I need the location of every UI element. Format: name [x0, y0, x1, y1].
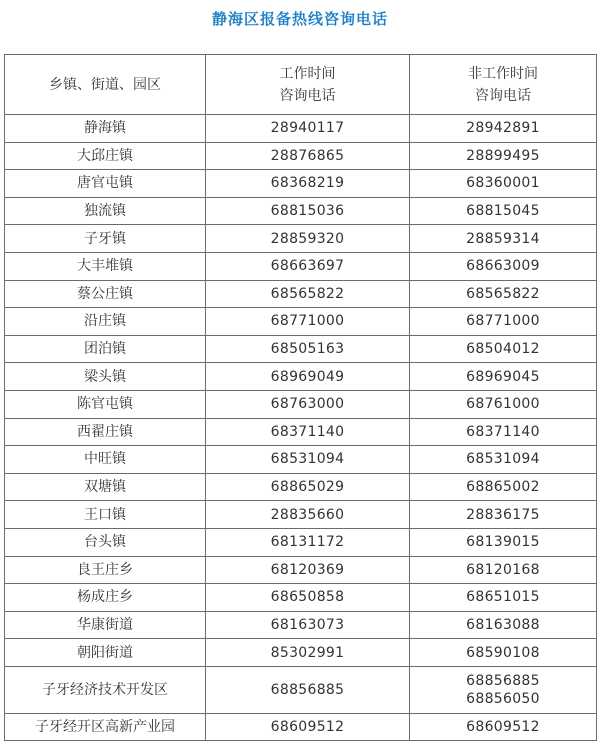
table-row — [5, 501, 597, 529]
off-phone-number: 68163088 — [466, 616, 540, 633]
table-row — [5, 390, 597, 418]
off-phone-number: 68969045 — [466, 368, 540, 385]
cell-area-name: 王口镇 — [5, 501, 206, 529]
table-row — [5, 528, 597, 556]
cell-area-name: 独流镇 — [5, 197, 206, 225]
cell-work-phone: 68856885 — [206, 666, 410, 713]
cell-off-phone — [410, 115, 597, 143]
cell-work-phone: 68771000 — [206, 308, 410, 336]
off-phone-number: 68139015 — [466, 534, 540, 551]
cell-area-name: 团泊镇 — [5, 335, 206, 363]
table-row — [5, 584, 597, 612]
off-phone-number: 28942891 — [466, 120, 540, 137]
off-phone-number: 68531094 — [466, 451, 540, 468]
off-phone-number: 28859314 — [466, 230, 540, 247]
cell-work-phone: 68565822 — [206, 280, 410, 308]
cell-work-phone: 68865029 — [206, 473, 410, 501]
off-phone-number: 28899495 — [466, 147, 540, 164]
cell-work-phone: 68969049 — [206, 363, 410, 391]
cell-area-name: 大邱庄镇 — [5, 142, 206, 170]
cell-area-name: 子牙镇 — [5, 225, 206, 253]
cell-area-name: 台头镇 — [5, 528, 206, 556]
off-phone-number: 68771000 — [466, 313, 540, 330]
off-phone-number: 68651015 — [466, 589, 540, 606]
cell-off-phone — [410, 308, 597, 336]
off-phone-number: 68504012 — [466, 341, 540, 358]
cell-off-phone — [410, 142, 597, 170]
cell-off-phone — [410, 473, 597, 501]
off-phone-number: 68371140 — [466, 423, 540, 440]
cell-area-name: 中旺镇 — [5, 446, 206, 474]
table-row — [5, 446, 597, 474]
cell-off-phone — [410, 584, 597, 612]
cell-work-phone: 68505163 — [206, 335, 410, 363]
off-phone-number: 68761000 — [466, 396, 540, 413]
cell-work-phone: 68120369 — [206, 556, 410, 584]
hotline-table — [4, 54, 597, 741]
cell-work-phone: 68815036 — [206, 197, 410, 225]
cell-area-name: 华康街道 — [5, 611, 206, 639]
table-row — [5, 639, 597, 667]
cell-work-phone: 28859320 — [206, 225, 410, 253]
cell-off-phone — [410, 363, 597, 391]
cell-off-phone — [410, 170, 597, 198]
off-phone-number: 28836175 — [466, 506, 540, 523]
cell-off-phone — [410, 225, 597, 253]
cell-work-phone: 68131172 — [206, 528, 410, 556]
cell-work-phone: 68763000 — [206, 390, 410, 418]
cell-off-phone — [410, 280, 597, 308]
cell-work-phone: 68163073 — [206, 611, 410, 639]
cell-off-phone — [410, 666, 597, 713]
table-row — [5, 115, 597, 143]
off-phone-number: 68120168 — [466, 561, 540, 578]
table-row — [5, 197, 597, 225]
cell-off-phone — [410, 390, 597, 418]
cell-area-name: 子牙经开区高新产业园 — [5, 713, 206, 741]
table-row — [5, 308, 597, 336]
cell-area-name: 双塘镇 — [5, 473, 206, 501]
cell-area-name: 唐官屯镇 — [5, 170, 206, 198]
off-phone-number: 68609512 — [466, 719, 540, 736]
cell-off-phone — [410, 335, 597, 363]
cell-work-phone: 68609512 — [206, 713, 410, 741]
off-phone-number: 68856885 — [466, 672, 540, 689]
header-area — [5, 55, 206, 115]
cell-area-name: 子牙经济技术开发区 — [5, 666, 206, 713]
cell-off-phone — [410, 501, 597, 529]
header-work-hours — [206, 55, 410, 115]
table-body — [5, 115, 597, 741]
off-phone-number: 68663009 — [466, 258, 540, 275]
cell-off-phone — [410, 252, 597, 280]
header-work-line1: 工作时间 — [279, 65, 336, 82]
header-off-line1: 非工作时间 — [468, 65, 538, 82]
table-row — [5, 556, 597, 584]
cell-work-phone: 68663697 — [206, 252, 410, 280]
table-row — [5, 335, 597, 363]
table-header-row — [5, 55, 597, 115]
table-row — [5, 363, 597, 391]
table-row — [5, 225, 597, 253]
cell-work-phone: 28940117 — [206, 115, 410, 143]
table-row — [5, 170, 597, 198]
hotline-table-container — [4, 54, 596, 741]
table-row — [5, 142, 597, 170]
cell-off-phone — [410, 611, 597, 639]
cell-work-phone: 68531094 — [206, 446, 410, 474]
cell-area-name: 梁头镇 — [5, 363, 206, 391]
cell-work-phone: 68650858 — [206, 584, 410, 612]
off-phone-number: 68865002 — [466, 479, 540, 496]
cell-off-phone — [410, 446, 597, 474]
cell-area-name: 沿庄镇 — [5, 308, 206, 336]
header-off-hours — [410, 55, 597, 115]
cell-off-phone — [410, 713, 597, 741]
cell-work-phone: 28835660 — [206, 501, 410, 529]
table-row — [5, 611, 597, 639]
cell-off-phone — [410, 528, 597, 556]
off-phone-number: 68360001 — [466, 175, 540, 192]
table-row — [5, 473, 597, 501]
cell-area-name: 大丰堆镇 — [5, 252, 206, 280]
cell-area-name: 陈官屯镇 — [5, 390, 206, 418]
header-off-line2: 咨询电话 — [475, 87, 531, 104]
off-phone-number: 68565822 — [466, 285, 540, 302]
cell-off-phone — [410, 556, 597, 584]
page-title: 静海区报备热线咨询电话 — [211, 10, 388, 28]
off-phone-number: 68815045 — [466, 203, 540, 220]
table-row — [5, 418, 597, 446]
cell-area-name: 西翟庄镇 — [5, 418, 206, 446]
cell-off-phone — [410, 418, 597, 446]
table-row — [5, 280, 597, 308]
cell-area-name: 静海镇 — [5, 115, 206, 143]
table-row — [5, 713, 597, 741]
table-row — [5, 666, 597, 713]
cell-work-phone: 68371140 — [206, 418, 410, 446]
cell-off-phone — [410, 639, 597, 667]
header-work-line2: 咨询电话 — [279, 87, 336, 104]
cell-area-name: 蔡公庄镇 — [5, 280, 206, 308]
cell-work-phone: 85302991 — [206, 639, 410, 667]
cell-area-name: 杨成庄乡 — [5, 584, 206, 612]
cell-off-phone — [410, 197, 597, 225]
table-row — [5, 252, 597, 280]
header-area-label: 乡镇、街道、园区 — [49, 76, 161, 93]
off-phone-number: 68856050 — [466, 690, 540, 707]
cell-work-phone: 68368219 — [206, 170, 410, 198]
cell-work-phone: 28876865 — [206, 142, 410, 170]
off-phone-number: 68590108 — [466, 644, 540, 661]
cell-area-name: 朝阳街道 — [5, 639, 206, 667]
cell-area-name: 良王庄乡 — [5, 556, 206, 584]
